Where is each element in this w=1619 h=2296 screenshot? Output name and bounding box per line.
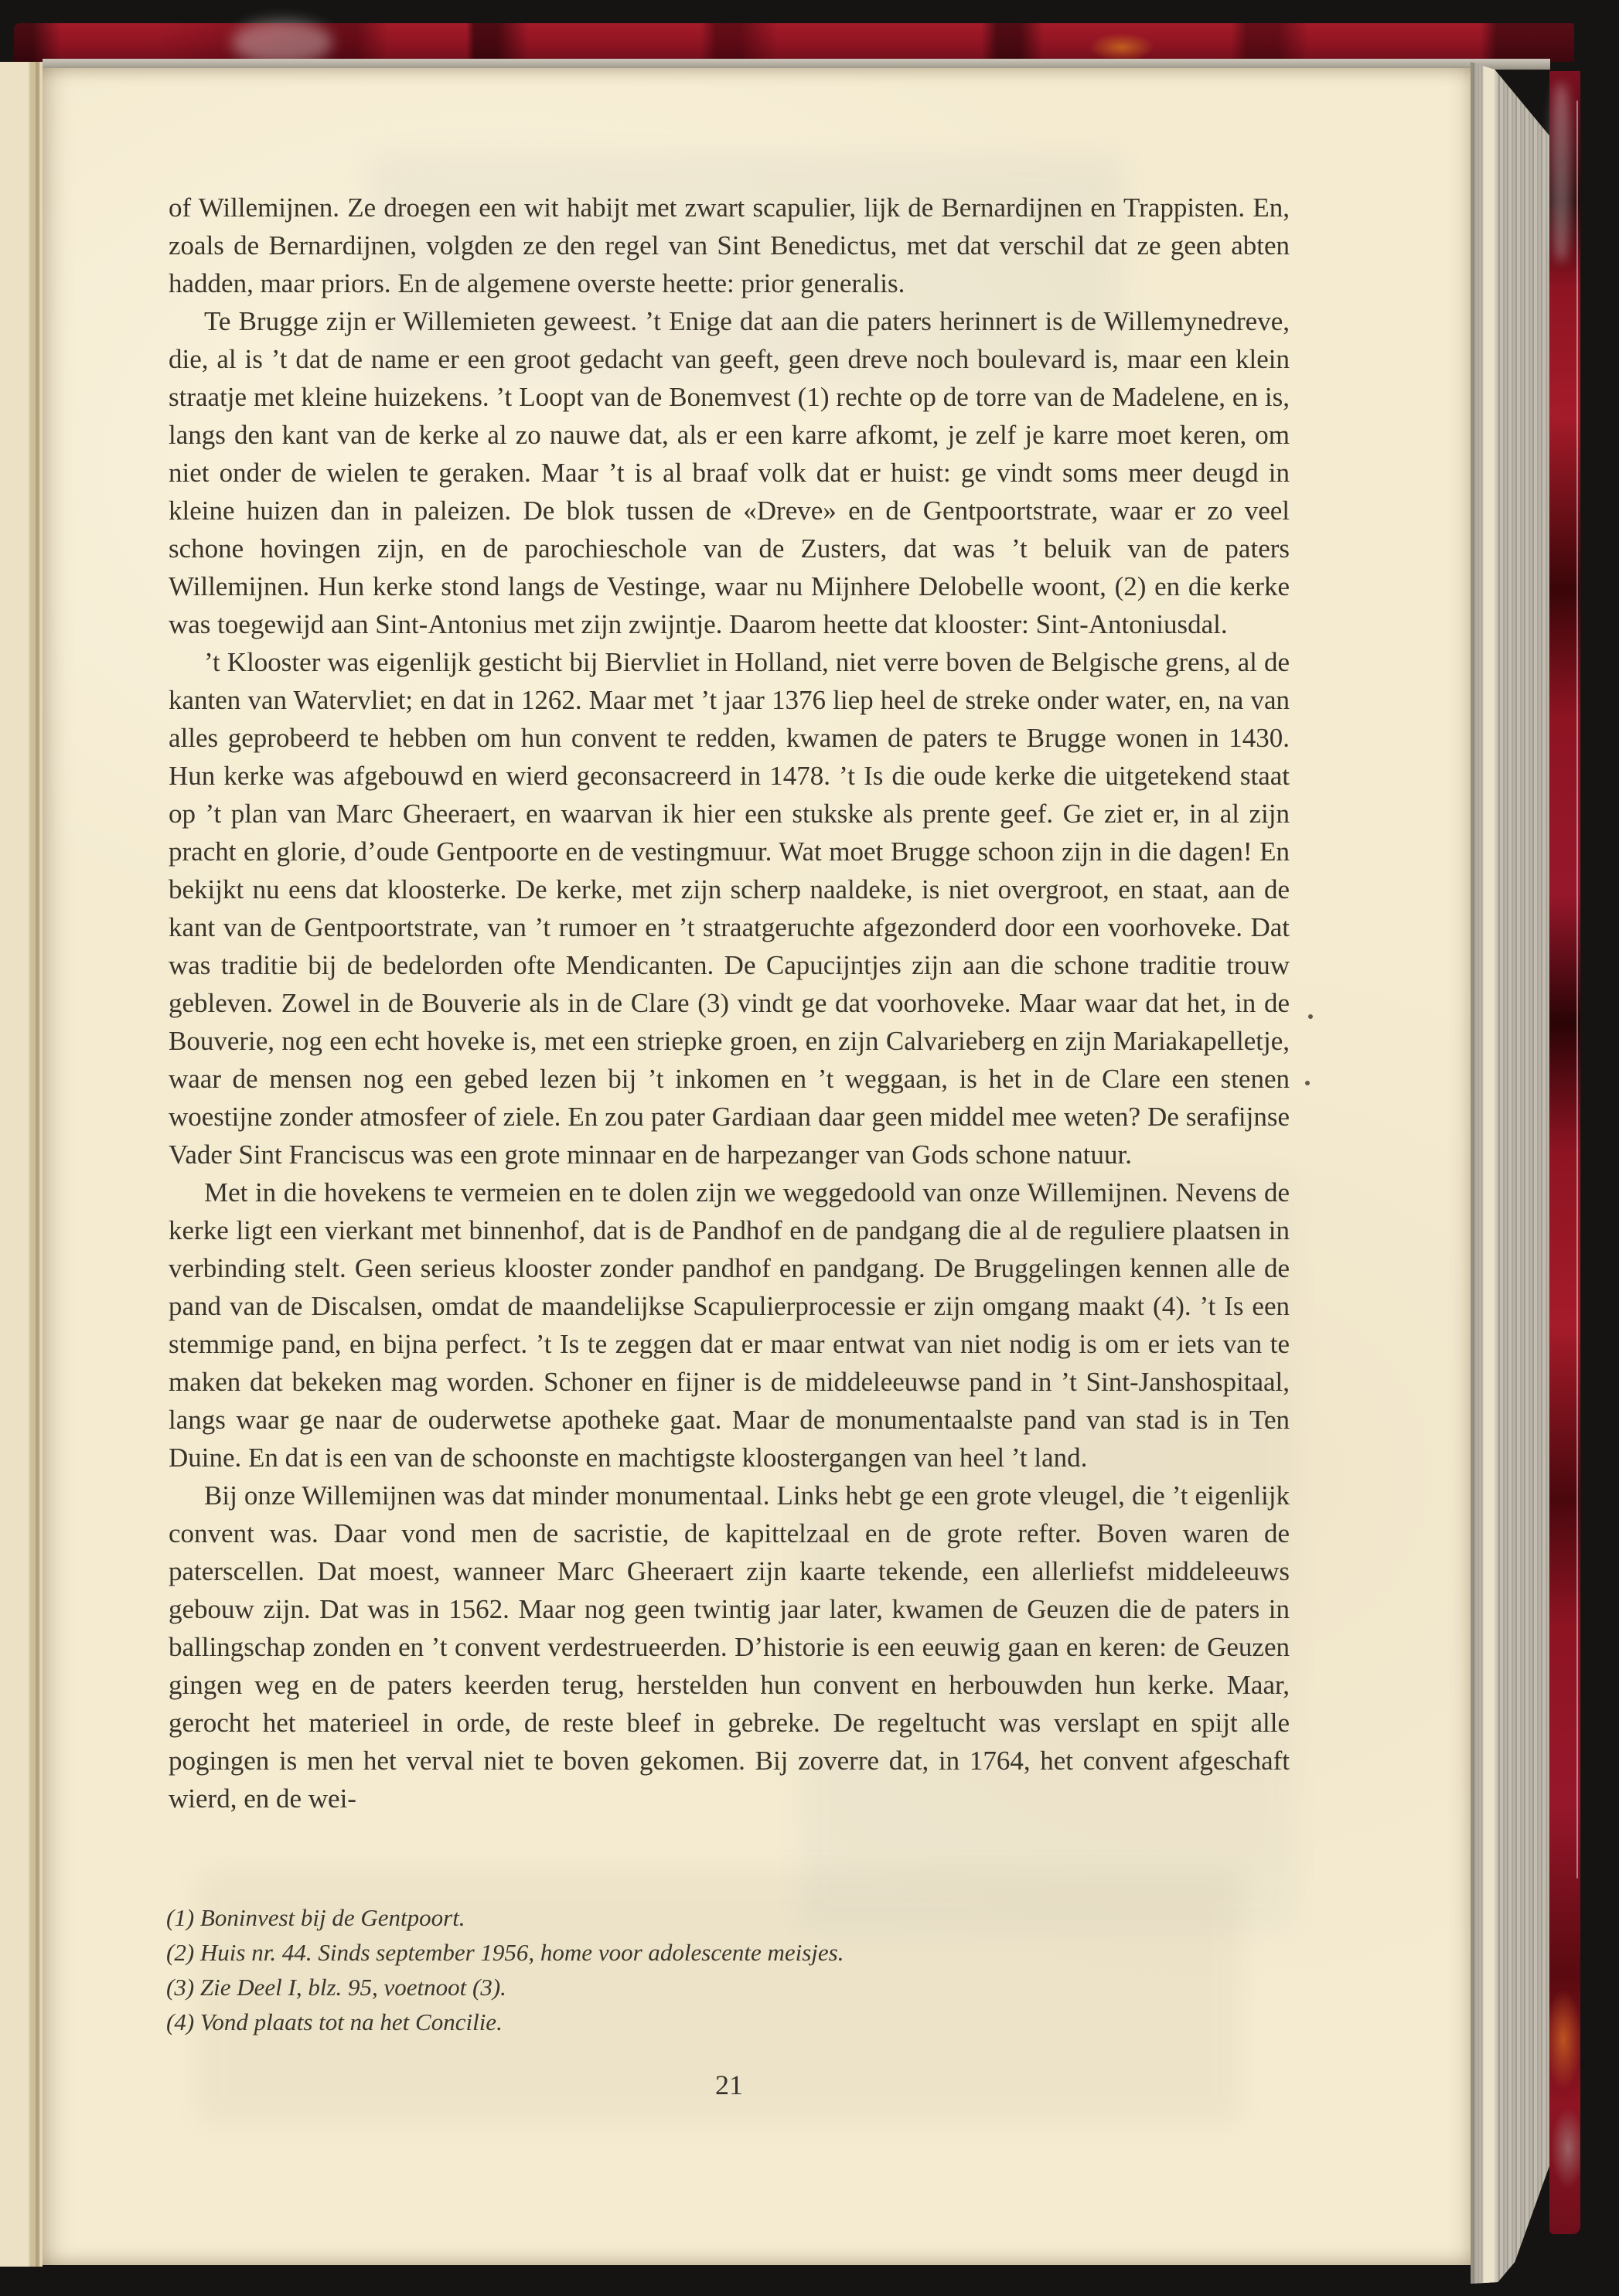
- body-paragraph-3: ’t Klooster was eigenlijk gesticht bij Biervliet in Holland, niet verre boven de Belgische grens, al de kanten van Watervliet; en dat in 1262. Maar met ’t jaar 1376 liep heel de streke onder water, en, na van alles geprobeerd te hebben om hun convent te redden, kwamen de paters te Brugge wonen in 1430. Hun kerke was afgebouwd en wierd geconsacreerd in 1478. ’t Is die oude kerke die uitgetekend staat op ’t plan van Marc Gheeraert, en waarvan ik hier een stukske als prente geef. Ge ziet er, in al zijn pracht en glorie, d’oude Gentpoorte en de vestingmuur. Wat moet Brugge schoon zijn in die dagen! En bekijkt nu eens dat kloosterke. De kerke, met zijn scherp naaldeke, is niet overgroot, en staat, aan de kant van de Gentpoortstrate, van ’t rumoer en ’t straatgeruchte afgezonderd door een voorhoveke. Dat was traditie bij de bedelorden ofte Mendicanten. De Capucijntjes zijn aan die schone traditie trouw gebleven. Zowel in de Bouverie als in de Clare (3) vindt ge dat voorhoveke. Maar waar dat het, in de Bouverie, nog een echt hoveke is, met een striepke groen, en zijn Calvarieberg en zijn Mariakapelletje, waar de mensen nog een gebed lezen bij ’t inkomen en ’t weggaan, is het in de Clare een stenen woestijne zonder atmosfeer of ziele. En zou pater Gardiaan daar geen middel mee weten? De serafijnse Vader Sint Franciscus was een grote minnaar en de harpezanger van Gods schone natuur.: [169, 647, 1290, 1170]
- margin-mark: [1308, 1014, 1313, 1019]
- left-page-gutter: [0, 62, 43, 2267]
- footnote-2: (2) Huis nr. 44. Sinds september 1956, home voor adolescente meisjes.: [166, 1939, 844, 1966]
- book-page: [43, 68, 1473, 2265]
- body-paragraph-1: of Willemijnen. Ze droegen een wit habijt met zwart scapulier, lijk de Bernardijnen en Trappisten. En, zoals de Bernardijnen, volgden ze den regel van Sint Benedictus, met dat verschil dat ze geen abten hadden, maar priors. En de algemene overste heette: prior generalis.: [169, 192, 1290, 298]
- footnote-1: (1) Boninvest bij de Gentpoort.: [166, 1904, 465, 1931]
- cover-glare-highlight: [1551, 83, 1571, 261]
- body-paragraph-2: Te Brugge zijn er Willemieten geweest. ’t Enige dat aan die paters herinnert is de Willemynedreve, die, al is ’t dat de name er een groot gedacht van geeft, geen dreve noch boulevard is, maar een klein straatje met kleine huizekens. ’t Loopt van de Bonemvest (1) rechte op de torre van de Madelene, en is, langs den kant van de kerke al zo nauwe dat, als er een karre afkomt, je zelf je karre moet keren, om niet onder de wielen te geraken. Maar ’t is al braaf volk dat er huist: ge vindt soms meer deugd in kleine huizen dan in paleizen. De blok tussen de «Dreve» en de Gentpoortstrate, waar er zo veel schone hovingen zijn, en de parochieschole van de Zusters, dat was ’t beluik van de paters Willemijnen. Hun kerke stond langs de Vestinge, waar nu Mijnhere Delobelle woont, (2) en die kerke was toegewijd aan Sint-Antonius met zijn zwijntje. Daarom heette dat klooster: Sint-Antoniusdal.: [169, 306, 1290, 639]
- page-number: 21: [715, 2069, 743, 2100]
- body-paragraph-5: Bij onze Willemijnen was dat minder monumentaal. Links hebt ge een grote vleugel, die ’t eigenlijk convent was. Daar vond men de sacristie, de kapittelzaal en de grote refter. Boven waren de paterscellen. Dat moest, wanneer Marc Gheeraert zijn kaarte tekende, een allerliefst middeleeuws gebouw zijn. Dat was in 1562. Maar nog geen twintig jaar later, kwamen de Geuzen die de paters in ballingschap zonden en ’t convent verdestrueerden. D’historie is een eeuwig gaan en keren: de Geuzen gingen weg en de paters keerden terug, herstelden hun convent en herbouwden hun kerke. Maar, gerocht het materieel in orde, de reste bleef in gebreke. De regeltucht was verslapt en spijt alle pogingen is men het verval niet te boven gekomen. Bij zoverre dat, in 1764, het convent afgeschaft wierd, en de wei-: [169, 1480, 1290, 1814]
- footnote-3: (3) Zie Deel I, blz. 95, voetnoot (3).: [166, 1974, 506, 2001]
- page-fore-edges: [1471, 60, 1551, 2285]
- body-paragraph-4: Met in die hovekens te vermeien en te dolen zijn we weggedoold van onze Willemijnen. Nevens de kerke ligt een vierkant met binnenhof, dat is de Pandhof en de pandgang die al de reguliere plaatsen in verbinding stelt. Geen serieus klooster zonder pandhof en pandgang. De Bruggelingen kennen alle de pand van de Discalsen, omdat de maandelijkse Scapulierprocessie er zijn omgang maakt (4). ’t Is een stemmige pand, en bijna perfect. ’t Is te zeggen dat er maar entwat van niet nodig is om er iets van te maken dat bekeken mag worden. Schoner en fijner is de middeleeuwse pand in ’t Sint-Janshospitaal, langs waar ge naar de ouderwetse apotheke gaat. Maar de monumentaalste pand van stad is in Ten Duine. En dat is een van de schoonste en machtigste kloostergangen van heel ’t land.: [169, 1177, 1290, 1473]
- margin-mark: [1305, 1081, 1310, 1085]
- book-cover-right-edge: [1549, 71, 1580, 2234]
- page-text-block: [169, 189, 1290, 1817]
- footnote-4: (4) Vond plaats tot na het Concilie.: [166, 2008, 503, 2035]
- footnotes: [166, 1900, 1171, 2039]
- plastic-wrap-highlight: [1576, 100, 1578, 1879]
